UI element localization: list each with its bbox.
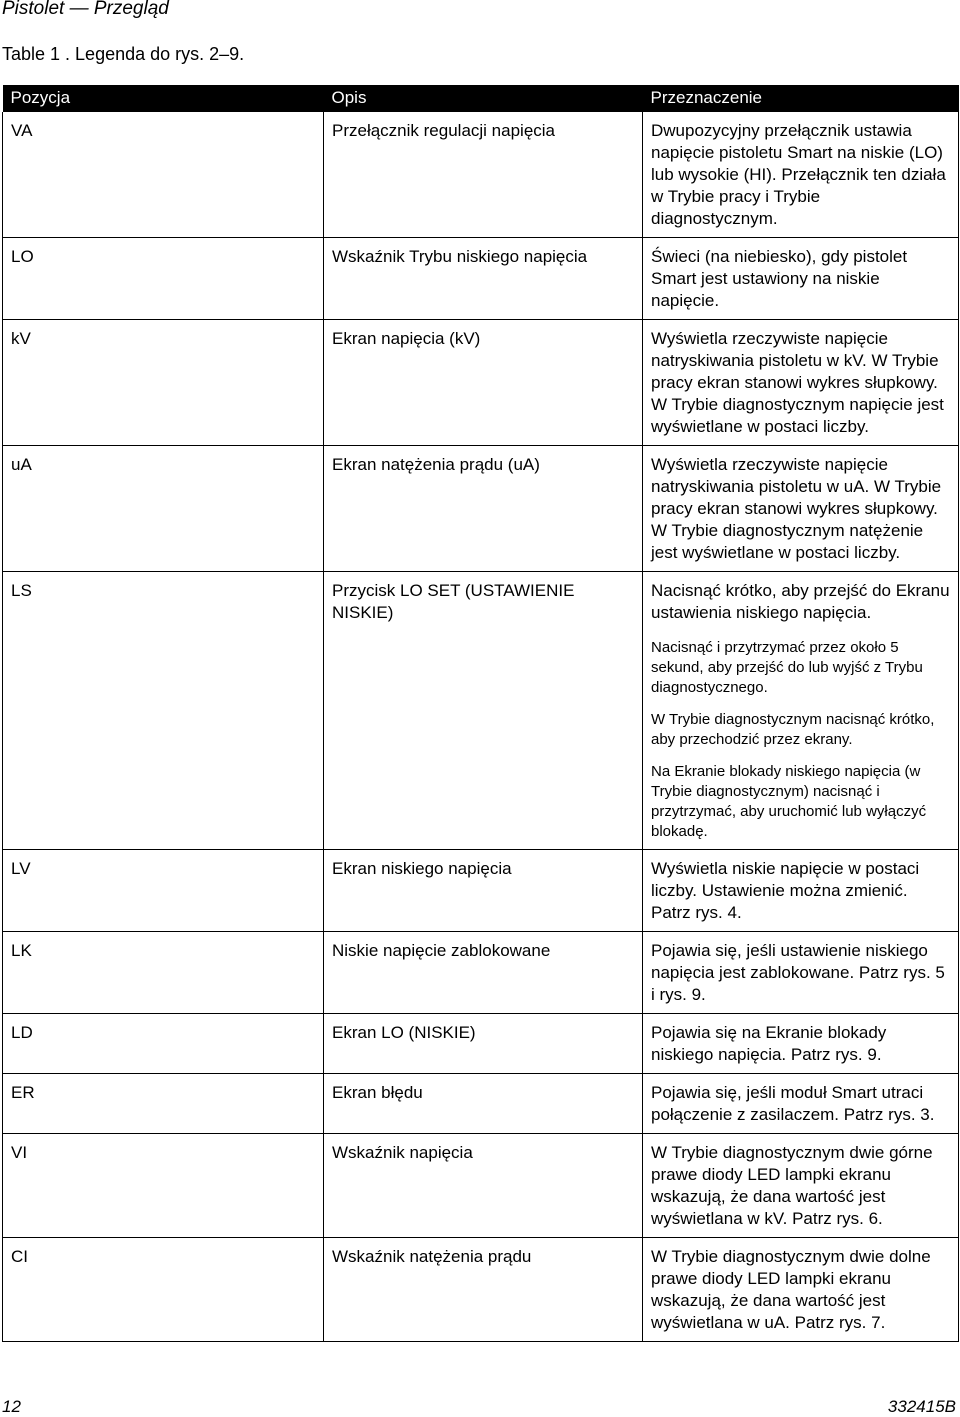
cell-position: kV [3,320,324,446]
purpose-note: W Trybie diagnostycznym nacisnąć krótko, aby przechodzić przez ekrany. [651,711,935,748]
legend-table [2,85,959,1342]
cell-description: Przycisk LO SET (USTAWIENIE NISKIE) [324,572,643,850]
cell-description: Wskaźnik napięcia [324,1134,643,1238]
purpose-text: Świeci (na niebiesko), gdy pistolet Smart jest ustawiony na niskie napięcie. [651,247,908,310]
purpose-text: Wyświetla rzeczywiste napięcie natryskiwania pistoletu w uA. W Trybie pracy ekran stanowi wykres słupkowy. W Trybie diagnostycznym natężenie jest wyświetlane w postaci liczby. [651,455,942,562]
cell-description: Ekran niskiego napięcia [324,850,643,932]
table-row [3,446,959,572]
table-body [3,112,959,1342]
purpose-text: W Trybie diagnostycznym dwie dolne prawe diody LED lampki ekranu wskazują, że dana wartość jest wyświetlana w uA. Patrz rys. 7. [651,1247,931,1332]
cell-description: Ekran natężenia prądu (uA) [324,446,643,572]
cell-position: CI [3,1238,324,1342]
column-header-description: Opis [324,85,643,112]
cell-position: VI [3,1134,324,1238]
table-row [3,112,959,238]
cell-purpose [643,1074,959,1134]
cell-description: Niskie napięcie zablokowane [324,932,643,1014]
cell-position: ER [3,1074,324,1134]
table-row [3,1238,959,1342]
cell-description: Ekran błędu [324,1074,643,1134]
column-header-purpose: Przeznaczenie [643,85,959,112]
document-number: 332415B [887,1397,956,1416]
cell-description: Ekran napięcia (kV) [324,320,643,446]
cell-position: LK [3,932,324,1014]
purpose-text: Wyświetla rzeczywiste napięcie natryskiwania pistoletu w kV. W Trybie pracy ekran stanowi wykres słupkowy. W Trybie diagnostycznym napięcie jest wyświetlane w postaci liczby. [651,329,944,436]
cell-purpose [643,572,959,850]
table-row [3,850,959,932]
page-header-title: Pistolet — Przegląd [2,0,169,19]
column-header-position: Pozycja [3,85,324,112]
table-row [3,572,959,850]
cell-purpose [643,1134,959,1238]
cell-purpose [643,1014,959,1074]
cell-purpose [643,932,959,1014]
table-row [3,1134,959,1238]
table-row [3,238,959,320]
cell-position: LV [3,850,324,932]
purpose-note: Na Ekranie blokady niskiego napięcia (w Trybie diagnostycznym) nacisnąć i przytrzymać, aby uruchomić lub wyłączyć blokadę. [651,763,927,840]
purpose-note: Nacisnąć i przytrzymać przez około 5 sekund, aby przejść do lub wyjść z Trybu diagnostycznego. [651,639,923,696]
cell-purpose [643,850,959,932]
purpose-text: Dwupozycyjny przełącznik ustawia napięcie pistoletu Smart na niskie (LO) lub wysokie (HI). Przełącznik ten działa w Trybie pracy i Trybie diagnostycznym. [651,121,946,228]
cell-position: LD [3,1014,324,1074]
table-header-row [3,85,959,112]
cell-description: Wskaźnik Trybu niskiego napięcia [324,238,643,320]
cell-purpose [643,112,959,238]
cell-purpose [643,238,959,320]
cell-purpose [643,320,959,446]
cell-description: Wskaźnik natężenia prądu [324,1238,643,1342]
table-row [3,932,959,1014]
purpose-text: W Trybie diagnostycznym dwie górne prawe diody LED lampki ekranu wskazują, że dana wartość jest wyświetlana w kV. Patrz rys. 6. [651,1143,933,1228]
table-row [3,1014,959,1074]
cell-position: LO [3,238,324,320]
cell-purpose [643,446,959,572]
purpose-text: Nacisnąć krótko, aby przejść do Ekranu ustawienia niskiego napięcia. [651,581,950,622]
table-caption: Table 1 . Legenda do rys. 2–9. [2,44,245,64]
cell-position: VA [3,112,324,238]
cell-description: Ekran LO (NISKIE) [324,1014,643,1074]
cell-position: LS [3,572,324,850]
purpose-text: Pojawia się na Ekranie blokady niskiego napięcia. Patrz rys. 9. [651,1023,887,1064]
purpose-text: Pojawia się, jeśli moduł Smart utraci połączenie z zasilaczem. Patrz rys. 3. [651,1083,935,1124]
purpose-text: Pojawia się, jeśli ustawienie niskiego napięcia jest zablokowane. Patrz rys. 5 i rys. 9. [651,941,945,1004]
page-number: 12 [2,1397,21,1416]
table-row [3,1074,959,1134]
cell-description: Przełącznik regulacji napięcia [324,112,643,238]
purpose-text: Wyświetla niskie napięcie w postaci liczby. Ustawienie można zmienić. Patrz rys. 4. [651,859,920,922]
cell-position: uA [3,446,324,572]
table-row [3,320,959,446]
cell-purpose [643,1238,959,1342]
